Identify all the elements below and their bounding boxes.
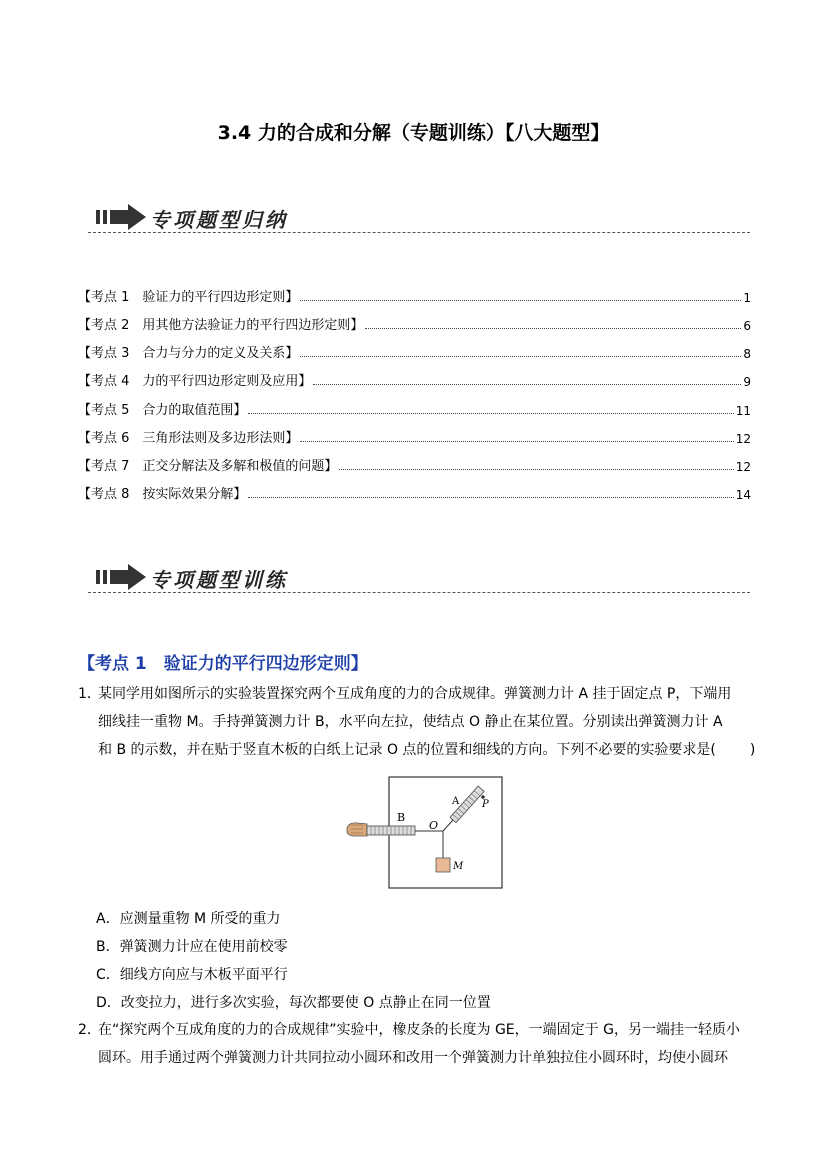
toc-item[interactable]: 【考点 2 用其他方法验证力的平行四边形定则】 6	[78, 318, 751, 333]
section-heading: 【考点 1 验证力的平行四边形定则】	[78, 654, 368, 674]
option-c[interactable]: C．细线方向应与木板平面平行	[96, 967, 288, 983]
banner-summary-label: 专项题型归纳	[150, 208, 288, 232]
option-b[interactable]: B．弹簧测力计应在使用前校零	[96, 939, 288, 955]
label-p: P	[482, 799, 489, 810]
toc-item[interactable]: 【考点 8 按实际效果分解】 14	[78, 487, 751, 502]
banner-training	[88, 558, 750, 598]
question-line: 圆环。用手通过两个弹簧测力计共同拉动小圆环和改用一个弹簧测力计单独拉住小圆环时，均使小圆环	[98, 1050, 728, 1066]
toc-item[interactable]: 【考点 3 合力与分力的定义及关系】 8	[78, 346, 751, 361]
label-o: O	[429, 819, 439, 832]
hand-icon	[347, 823, 367, 836]
question-line: 某同学用如图所示的实验装置探究两个互成角度的力的合成规律。弹簧测力计 A 挂于固定点 P，下端用	[98, 686, 732, 702]
banner-summary	[88, 198, 750, 238]
weight-m	[436, 858, 450, 872]
spring-scale-b	[367, 826, 415, 835]
banner-training-label: 专项题型训练	[150, 568, 288, 592]
question-line: 在“探究两个互成角度的力的合成规律”实验中，橡皮条的长度为 GE，一端固定于 G，另一端挂一轻质小	[98, 1022, 740, 1038]
option-a[interactable]: A．应测量重物 M 所受的重力	[96, 911, 281, 927]
question-line: 和 B 的示数，并在贴于竖直木板的白纸上记录 O 点的位置和细线的方向。下列不必要的实验要求是( )	[98, 742, 756, 758]
toc-item[interactable]: 【考点 5 合力的取值范围】 11	[78, 403, 751, 418]
divider	[88, 232, 750, 233]
divider	[88, 592, 750, 593]
toc-item[interactable]: 【考点 1 验证力的平行四边形定则】 1	[78, 290, 751, 305]
arrow-icon	[96, 204, 146, 230]
arrow-icon	[96, 564, 146, 590]
label-m: M	[453, 861, 464, 872]
question-number: 1．	[78, 686, 101, 702]
question-2	[78, 1016, 758, 1076]
question-number: 2．	[78, 1022, 101, 1038]
label-b: B	[397, 811, 406, 824]
toc-item[interactable]: 【考点 7 正交分解法及多解和极值的问题】 12	[78, 459, 751, 474]
toc-item[interactable]: 【考点 6 三角形法则及多边形法则】 12	[78, 431, 751, 446]
toc-item[interactable]: 【考点 4 力的平行四边形定则及应用】 9	[78, 374, 751, 389]
label-a: A	[452, 796, 460, 807]
experiment-figure	[345, 776, 505, 890]
question-line: 细线挂一重物 M。手持弹簧测力计 B，水平向左拉，使结点 O 静止在某位置。分别读出弹簧测力计 A	[98, 714, 723, 730]
question-1	[78, 680, 758, 770]
page-title: 3.4 力的合成和分解（专题训练）【八大题型】	[217, 122, 610, 144]
option-d[interactable]: D．改变拉力，进行多次实验，每次都要使 O 点静止在同一位置	[96, 995, 491, 1011]
